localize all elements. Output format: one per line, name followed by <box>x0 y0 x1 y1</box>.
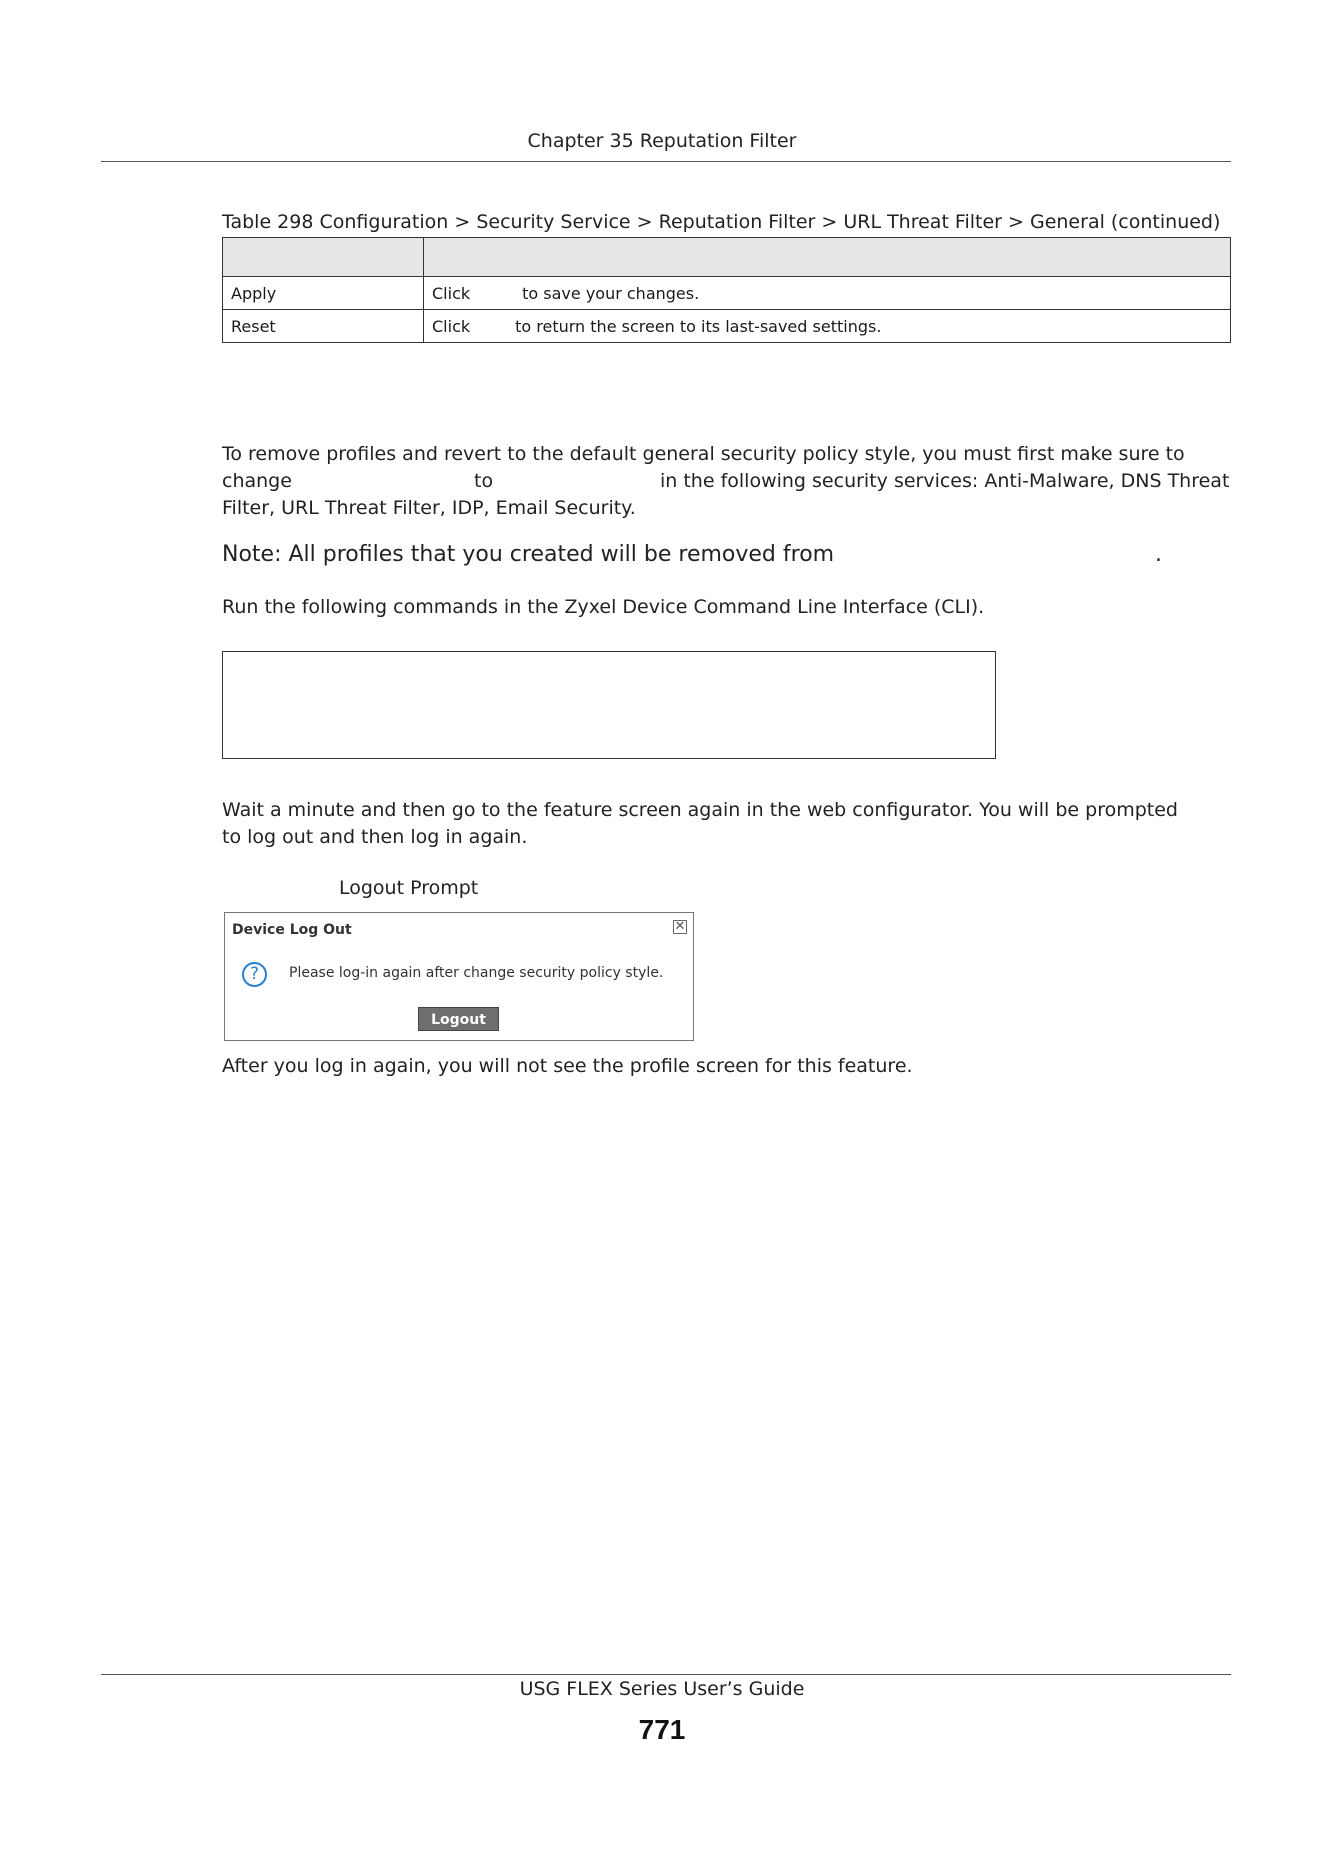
footer-rule <box>101 1674 1231 1675</box>
table-row <box>223 310 1231 343</box>
cli-intro: Run the following commands in the Zyxel Device Command Line Interface (CLI). <box>222 596 985 618</box>
header-rule <box>101 161 1231 162</box>
cli-command-box <box>222 651 996 759</box>
settings-table <box>222 237 1231 343</box>
dialog-message: Please log-in again after change security policy style. <box>289 965 664 981</box>
row-description: Click to return the screen to its last-saved settings. <box>424 310 1231 343</box>
table-row <box>223 277 1231 310</box>
wait-paragraph: Wait a minute and then go to the feature screen again in the web configurator. You will be prompted to log out and then log in again. <box>222 799 1178 848</box>
note: Note: All profiles that you created will be removed from . <box>222 542 1162 567</box>
table-header-cell <box>424 238 1231 277</box>
table-header-cell <box>223 238 424 277</box>
row-label: Reset <box>223 310 424 343</box>
logout-dialog <box>224 912 694 1041</box>
close-icon[interactable]: ✕ <box>674 919 686 934</box>
logout-button[interactable]: Logout <box>418 1007 499 1031</box>
row-label: Apply <box>223 277 424 310</box>
table-caption: Table 298 Configuration > Security Service > Reputation Filter > URL Threat Filter > General (continued) <box>222 211 1221 233</box>
table-header-row <box>223 238 1231 277</box>
dialog-title: Device Log Out <box>232 922 352 938</box>
row-description: Click to save your changes. <box>424 277 1231 310</box>
page-number: 771 <box>638 1714 686 1745</box>
after-paragraph: After you log in again, you will not see the profile screen for this feature. <box>222 1055 913 1077</box>
intro-paragraph: To remove profiles and revert to the default general security policy style, you must first make sure to change to in the following security services: Anti-Malware, DNS Threat Filter, URL Threat Filter, IDP, Email Security. <box>222 443 1230 519</box>
figure-caption: Logout Prompt <box>339 877 479 899</box>
chapter-header: Chapter 35 Reputation Filter <box>527 130 797 152</box>
question-icon: ? <box>242 962 267 987</box>
footer-guide-title: USG FLEX Series User’s Guide <box>519 1678 805 1700</box>
